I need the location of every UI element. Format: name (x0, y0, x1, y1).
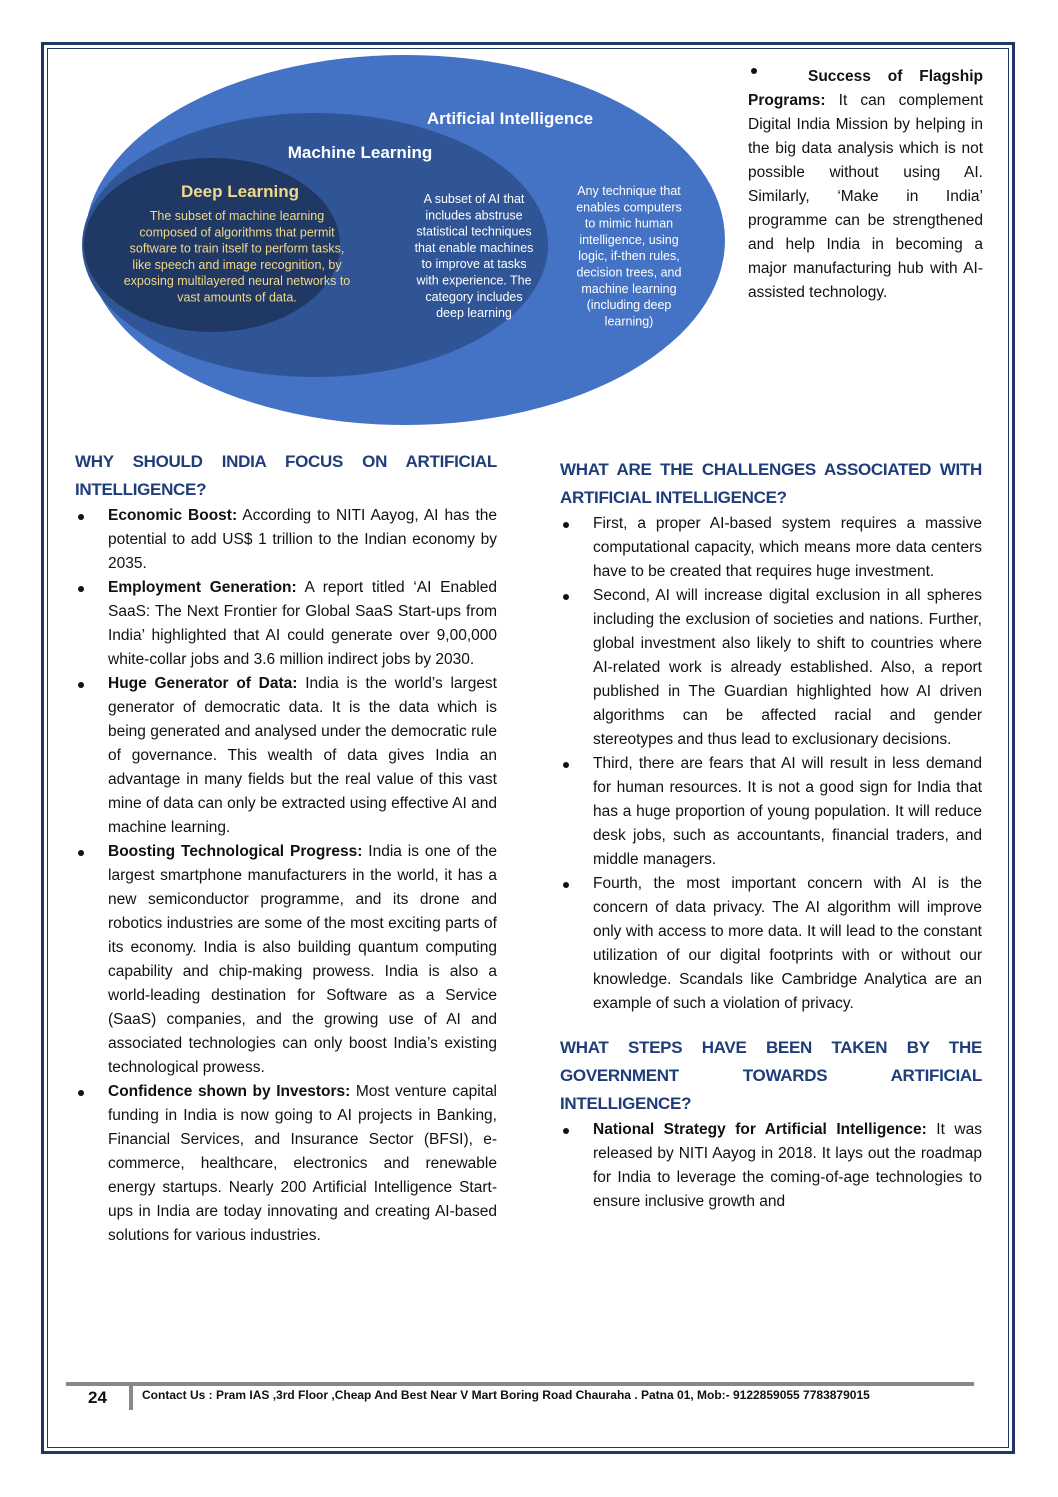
diagram-text-line: with experience. The (416, 273, 532, 288)
diagram-text-line: The subset of machine learning (149, 209, 325, 223)
diagram-text-line: that enable machines (414, 240, 534, 255)
list-item (75, 1080, 497, 1248)
footer-separator (129, 1386, 133, 1410)
diagram-text-line: decision trees, and (576, 265, 682, 280)
diagram-text-line: learning) (604, 314, 654, 329)
diagram-text-line: software to train itself to perform tasks, (129, 241, 345, 256)
diagram-text-line: A subset of AI that (423, 192, 525, 206)
item-text: It was released by NITI Aayog in 2018. It lays out the roadmap for India to leverage the coming-of-age technologies to ensure inclusive growth and (593, 1121, 982, 1210)
item-label: National Strategy for Artificial Intelligence: (593, 1121, 927, 1138)
diagram-text-line: vast amounts of data. (177, 290, 297, 305)
list-item: Third, there are fears that AI will result in less demand for human resources. It is not a good sign for India that has a huge proportion of young population. It will reduce desk jobs, such as accountants, financial traders, and middle managers. (560, 752, 982, 872)
diagram-text-line: machine learning (581, 281, 677, 296)
item-label: Huge Generator of Data: (108, 675, 298, 692)
why-list (75, 504, 497, 1248)
ai-ml-dl-venn-diagram (80, 50, 740, 430)
challenges-section (560, 456, 982, 1214)
list-item (75, 672, 497, 840)
bullet-icon (751, 68, 757, 74)
item-text: According to NITI Aayog, AI has the potential to add US$ 1 trillion to the Indian economy by 2035. (108, 507, 497, 572)
diagram-text-line: logic, if-then rules, (578, 249, 680, 264)
diagram-text-line: like speech and image recognition, by (132, 257, 342, 272)
diagram-text-line: intelligence, using (579, 232, 679, 247)
item-label: Employment Generation: (108, 579, 297, 596)
footer-contact: Contact Us : Pram IAS ,3rd Floor ,Cheap And Best Near V Mart Boring Road Chauraha . Patna 01, Mob:- 9122859055 7783879015 (142, 1388, 870, 1402)
ml-title: Machine Learning (287, 143, 433, 162)
diagram-text-line: to improve at tasks (421, 257, 527, 272)
challenges-heading: WHAT ARE THE CHALLENGES ASSOCIATED WITH ARTIFICIAL INTELLIGENCE? (560, 460, 982, 507)
diagram-text-line: includes abstruse (425, 208, 523, 223)
page-number: 24 (88, 1388, 107, 1407)
diagram-text-line: composed of algorithms that permit (139, 225, 335, 240)
diagram-text-line: enables computers (576, 200, 682, 215)
item-text: Most venture capital funding in India is now going to AI projects in Banking, Financial Services, and Insurance Sector (BFSI), e-commerce, healthcare, electronics and renewable energy startups. Nearly 200 Artificial Intelligence Start-ups in India are today innovating and creating AI-based solutions for various industries. (108, 1083, 498, 1244)
footer-divider (66, 1382, 974, 1386)
why-heading: WHY SHOULD INDIA FOCUS ON ARTIFICIAL INTELLIGENCE? (75, 452, 497, 499)
item-label: Confidence shown by Investors: (108, 1083, 351, 1100)
item-text: India is the world’s largest generator of democratic data. It is the data which is being generated and analysed under the democratic rule of governance. This wealth of data gives India an advantage in many fields but the real value of this vast mine of data can only be extracted using effective AI and machine learning. (108, 675, 497, 836)
item-text: A report titled ‘AI Enabled SaaS: The Next Frontier for Global SaaS Start-ups from India’ highlighted that AI could generate over 9,00,000 white-collar jobs and 3.6 million indirect jobs by 2030. (108, 579, 497, 668)
list-item (75, 504, 497, 576)
flagship-text: It can complement Digital India Mission by helping in the big data analysis which is not possible without using AI. Similarly, ‘Make in India’ programme can be strengthened and help India in becoming a major manufacturing hub with AI-assisted technology. (748, 92, 983, 301)
diagram-text-line: to mimic human (584, 216, 674, 231)
diagram-text-line: exposing multilayered neural networks to (123, 274, 351, 289)
item-text: India is one of the largest smartphone manufacturers in the world, it has a new semiconductor programme, and its drone and robotics industries are some of the most exciting parts of its economy. India is also building quantum computing capability and chip-making prowess. India is also a world-leading destination for Software as a Service (SaaS) companies, and the growing use of AI and associated technologies can only boost India’s existing technological prowess. (108, 843, 498, 1076)
diagram-text-line: Any technique that (577, 184, 681, 198)
diagram-text-line: deep learning (436, 306, 512, 321)
diagram-text-line: statistical techniques (416, 224, 532, 239)
dl-title: Deep Learning (180, 182, 300, 201)
list-item (560, 1118, 982, 1214)
ai-title: Artificial Intelligence (426, 109, 594, 128)
ai-description (576, 184, 682, 328)
diagram-text-line: category includes (425, 289, 523, 304)
steps-list (560, 1118, 982, 1214)
list-item: First, a proper AI-based system requires a massive computational capacity, which means more data centers have to be created that requires huge investment. (560, 512, 982, 584)
flagship-label: Success of Flagship Programs: (748, 68, 983, 109)
list-item (75, 576, 497, 672)
list-item: Fourth, the most important concern with AI is the concern of data privacy. The AI algorithm will improve only with access to more data. It will lead to the constant utilization of our digital footprints with or without our knowledge. Scandals like Cambridge Analytica are an example of such a violation of privacy. (560, 872, 982, 1016)
flagship-programs-paragraph (748, 65, 983, 305)
item-label: Boosting Technological Progress: (108, 843, 363, 860)
item-label: Economic Boost: (108, 507, 238, 524)
list-item: Second, AI will increase digital exclusion in all spheres including the exclusion of societies and nations. Further, global investment also likely to shift to countries where AI-related work is already established. Also, a report published in The Guardian highlighted how AI driven algorithms can be affected racial and gender stereotypes and thus lead to exclusionary decisions. (560, 584, 982, 752)
diagram-text-line: (including deep (586, 298, 672, 313)
steps-heading: WHAT STEPS HAVE BEEN TAKEN BY THE GOVERNMENT TOWARDS ARTIFICIAL INTELLIGENCE? (560, 1038, 982, 1113)
challenges-list (560, 512, 982, 1016)
why-section (75, 448, 497, 1248)
list-item (75, 840, 497, 1080)
